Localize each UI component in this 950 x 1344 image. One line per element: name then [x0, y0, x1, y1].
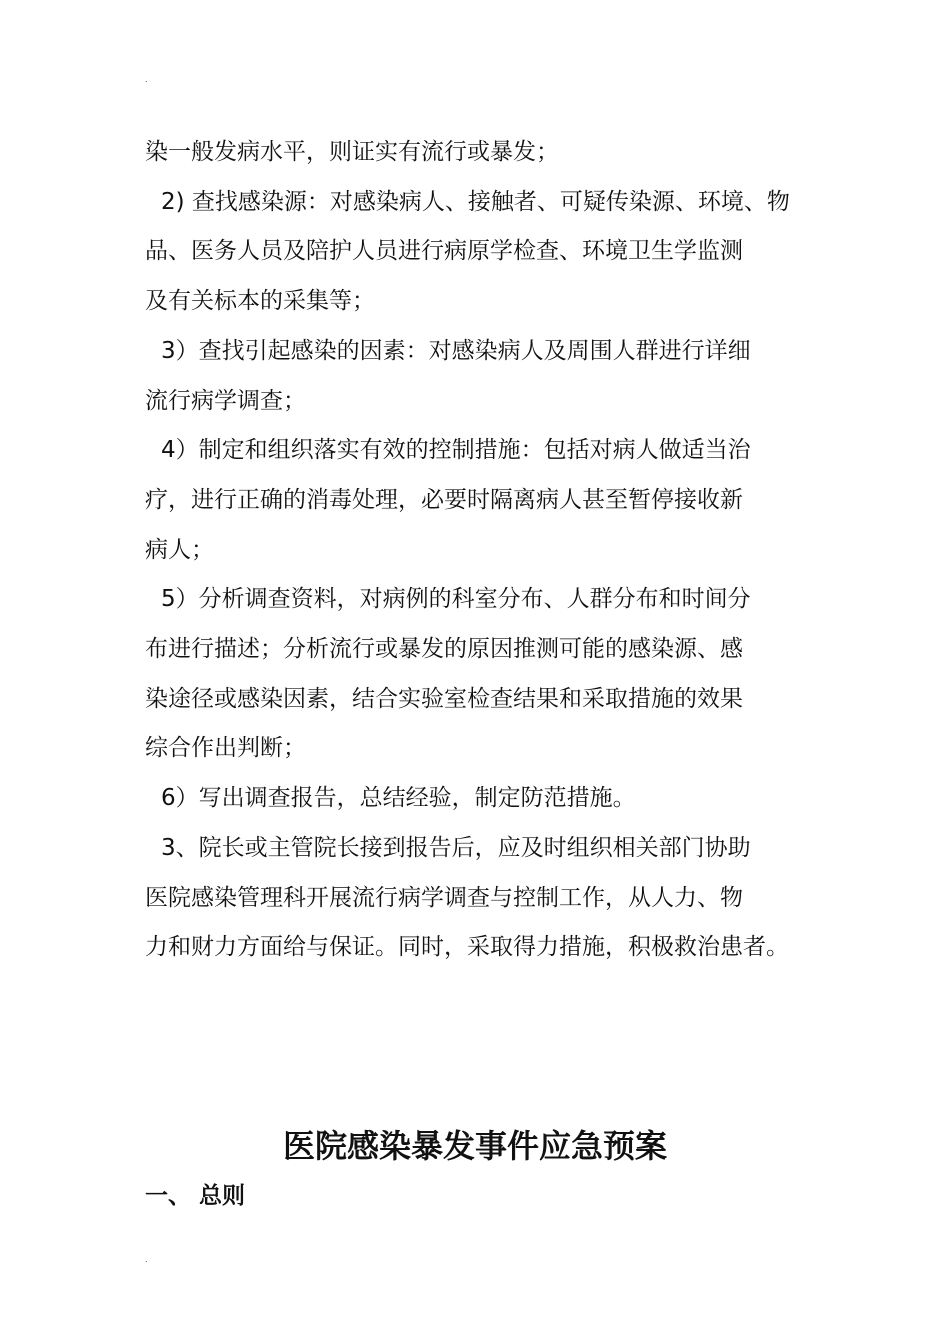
body-line: 疗，进行正确的消毒处理，必要时隔离病人甚至暂停接收新: [145, 486, 743, 513]
body-line: 及有关标本的采集等；: [145, 288, 375, 315]
body-line: 综合作出判断；: [145, 735, 306, 762]
body-line: 3）查找引起感染的因素：对感染病人及周围人群进行详细: [161, 337, 751, 364]
section-heading: 一、 总则: [145, 1183, 246, 1209]
body-line: 5）分析调查资料，对病例的科室分布、人群分布和时间分: [161, 586, 751, 613]
top-margin-mark: .: [145, 75, 148, 84]
body-line: 品、医务人员及陪护人员进行病原学检查、环境卫生学监测: [145, 238, 743, 265]
body-line: 染一般发病水平，则证实有流行或暴发；: [145, 139, 559, 165]
body-line: 染途径或感染因素，结合实验室检查结果和采取措施的效果: [145, 685, 743, 712]
body-line: 流行病学调查；: [145, 387, 306, 414]
body-line: 医院感染管理科开展流行病学调查与控制工作，从人力、物: [145, 884, 743, 911]
body-line: 3、院长或主管院长接到报告后，应及时组织相关部门协助: [161, 834, 751, 861]
body-text: [145, 128, 825, 973]
body-line: 病人；: [145, 536, 214, 563]
body-line: 力和财力方面给与保证。同时，采取得力措施，积极救治患者。: [145, 934, 789, 961]
bottom-margin-mark: .: [145, 1255, 148, 1264]
body-line: 6）写出调查报告，总结经验，制定防范措施。: [161, 785, 636, 812]
document-title: 医院感染暴发事件应急预案: [282, 1127, 667, 1165]
body-line: 2) 查找感染源：对感染病人、接触者、可疑传染源、环境、物: [161, 188, 790, 215]
body-line: 布进行描述；分析流行或暴发的原因推测可能的感染源、感: [145, 636, 743, 663]
body-line: 4）制定和组织落实有效的控制措施：包括对病人做适当治: [161, 437, 751, 464]
